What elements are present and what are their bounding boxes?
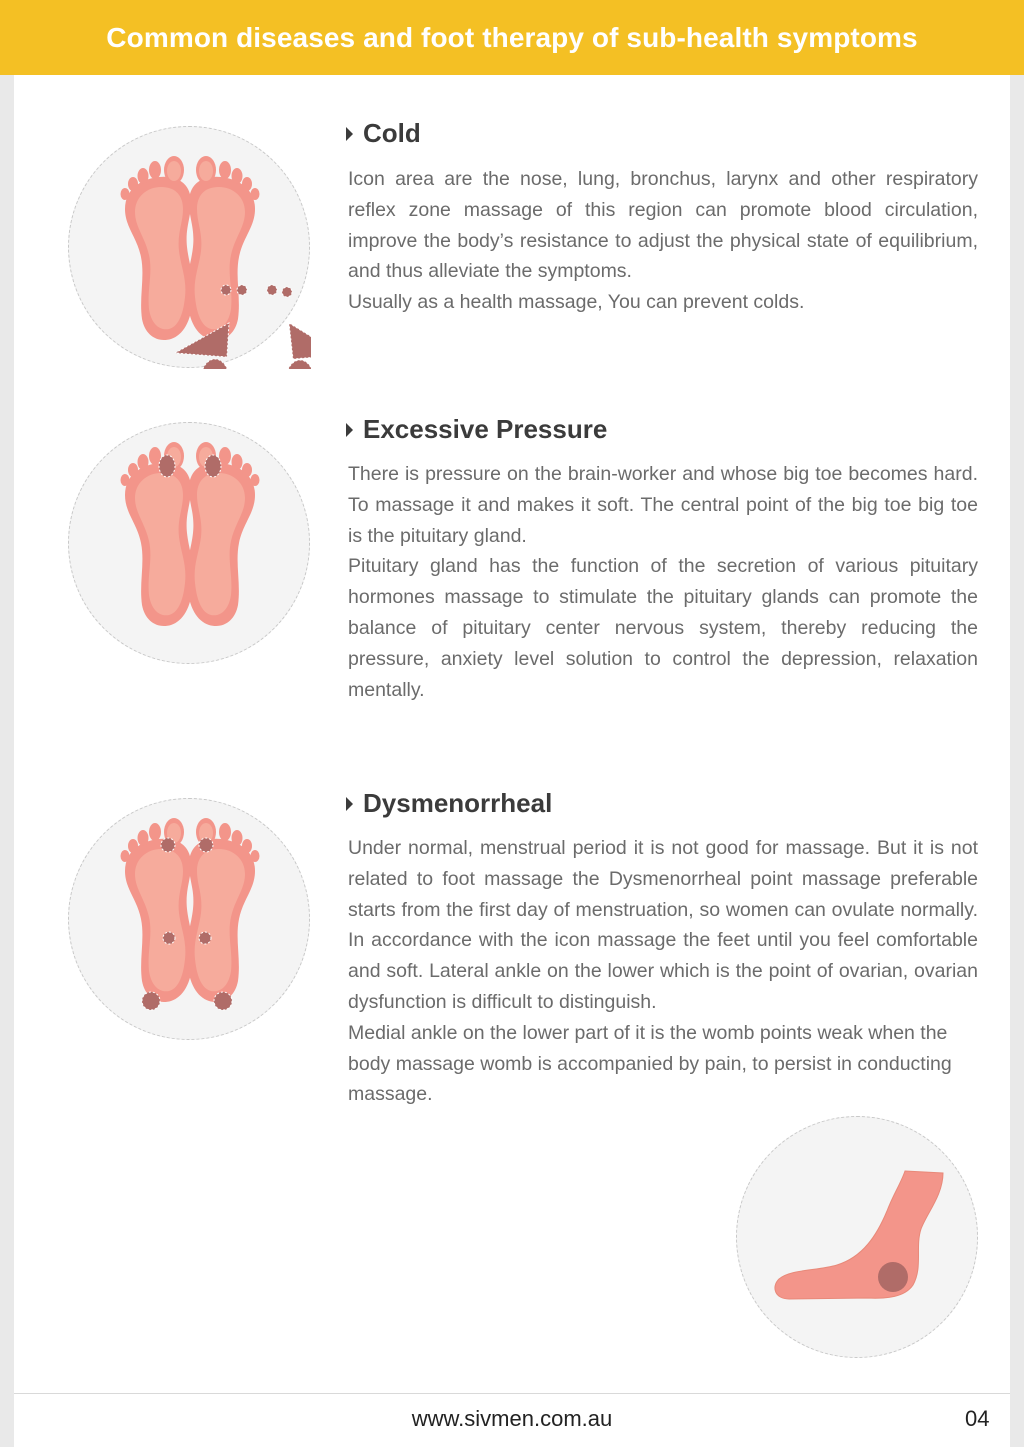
caret-right-icon: [346, 797, 353, 811]
footer-website-link[interactable]: www.sivmen.com.au: [411, 1406, 613, 1431]
section-body: [348, 164, 978, 318]
section-body: [348, 459, 978, 705]
ankle-foot-illustration: [736, 1116, 978, 1358]
page-header: [0, 0, 1024, 75]
section-body: [348, 833, 978, 1110]
section-paragraph: Icon area are the nose, lung, bronchus, larynx and other respiratory reflex zone massage of this region can promote blood circulation, improve the body’s resistance to adjust the physical state of equilibrium, and thus alleviate the symptoms.: [348, 168, 978, 283]
section-title-text: Excessive Pressure: [363, 414, 608, 444]
page-title: Common diseases and foot therapy of sub-health symptoms: [106, 21, 918, 53]
side-foot-icon: [737, 1117, 979, 1359]
caret-right-icon: [346, 423, 353, 437]
section-paragraph: Medial ankle on the lower part of it is the womb points weak when the body massage womb is accompanied by pain, to persist in conducting massage.: [348, 1021, 952, 1106]
cold-foot-illustration: [68, 126, 310, 368]
footer-divider: [14, 1393, 1010, 1394]
page-number: 04: [965, 1406, 990, 1431]
pressure-foot-illustration: [68, 422, 310, 664]
section-paragraph: There is pressure on the brain-worker and whose big toe becomes hard. To massage it and makes it soft. The central point of the big toe big toe is the pituitary gland.: [348, 463, 978, 547]
section-paragraph: Usually as a health massage, You can prevent colds.: [348, 291, 805, 314]
feet-soles-icon: [69, 799, 311, 1041]
section-paragraph: Pituitary gland has the function of the secretion of various pituitary hormones massage to stimulate the pituitary glands can promote the balance of pituitary center nervous system, thereby reducing the pressure, anxiety level solution to control the depression, relaxation mentally.: [348, 555, 978, 701]
section-title: [346, 118, 421, 149]
section-paragraph: Under normal, menstrual period it is not good for massage. But it is not related to foot massage the Dysmenorrheal point massage preferable starts from the first day of menstruation, so women can ovulate normally. In accordance with the icon massage the feet until you feel comfortable and soft. Lateral ankle on the lower which is the point of ovarian, ovarian dysfunction is difficult to distinguish.: [348, 837, 978, 1013]
feet-soles-icon: [69, 127, 311, 369]
caret-right-icon: [346, 127, 353, 141]
feet-soles-icon: [69, 423, 311, 665]
section-title: [346, 788, 552, 819]
section-title-text: Dysmenorrheal: [363, 788, 553, 818]
section-title: [346, 414, 607, 445]
dysmenorrheal-foot-illustration: [68, 798, 310, 1040]
section-title-text: Cold: [363, 118, 421, 148]
